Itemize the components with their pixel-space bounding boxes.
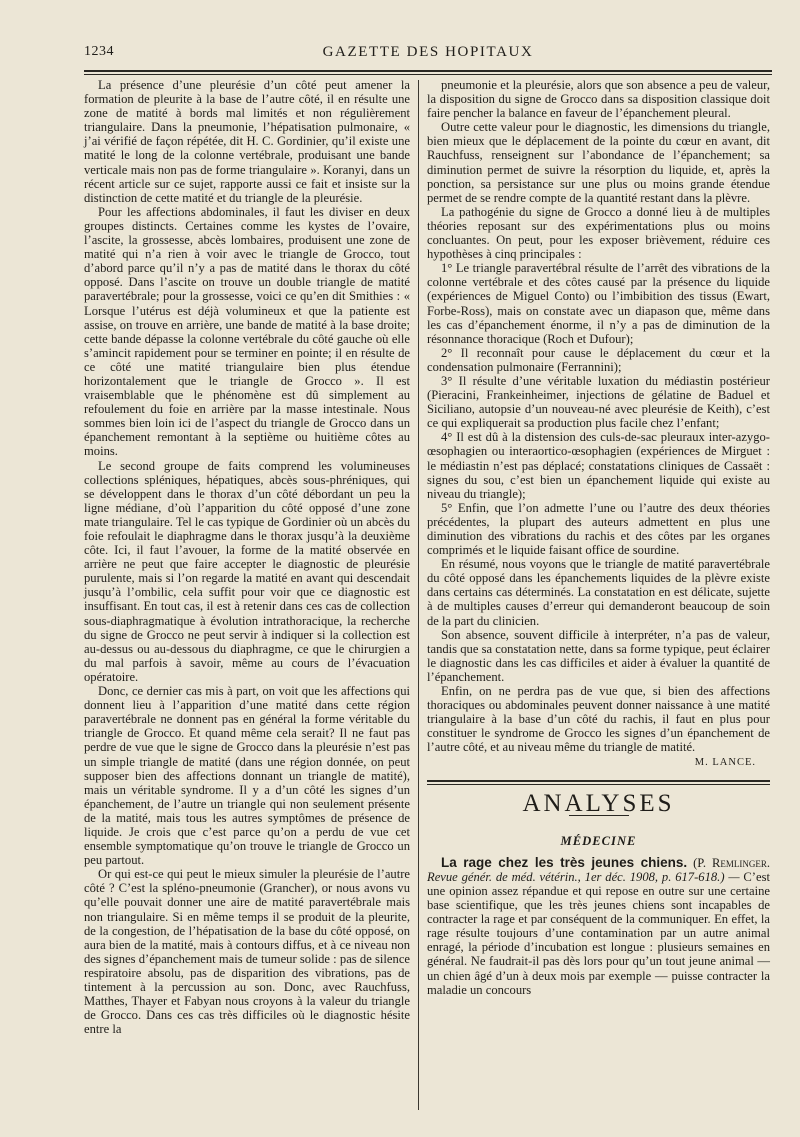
right-column (427, 78, 770, 997)
paragraph: En résumé, nous voyons que le triangle de matité paravertébrale du côté opposé dans les épanchements liquides de la plèvre existe dans certains cas déterminés. La constatation en est délicate, sujette à de multiples causes d’erreur qui demanderont beaucoup de soin de la part du clinicien. (427, 557, 770, 628)
paragraph: 2° Il reconnaît pour cause le déplacement du cœur et la condensation pulmonaire (Ferrannini); (427, 345, 770, 374)
column-divider (418, 80, 419, 1110)
subsection-title: MÉDECINE (560, 833, 637, 848)
paragraph: Outre cette valeur pour le diagnostic, les dimensions du triangle, bien mieux que le déplacement de la pointe du cœur en avant, dit Rauchfuss, renseignent sur l’abondance de l’épanchement; sa diminution permet de suivre la résorption du liquide, et, après la ponction, sa persistance sur une plus ou moins grande étendue permet de se rendre compte de la quantité restant dans la plèvre. (427, 120, 770, 205)
header-rule-thin (84, 74, 772, 75)
paragraph: La présence d’une pleurésie d’un côté peut amener la formation de pleurite à la base de l’autre côté, il en résulte une zone de matité à bords mal limités et non régulièrement triangulaire. Dans la pneumonie, l’hépatisation pulmonaire, « j’ai vérifié de façon répétée, dit H. C. Gordinier, qu’il existe une matité le long de la colonne vertébrale, produisant une bande verticale mais non pas de forme triangulaire ». Koranyi, dans un récent article sur ce sujet, rapporte aussi ce fait et insiste sur la distinction de cette matité et du triangle de la pleurésie. (84, 78, 410, 205)
paragraph: Son absence, souvent difficile à interpréter, n’a pas de valeur, tandis que sa constatation nette, dans sa forme typique, peut éclairer le diagnostic dans les cas difficiles et aider à évaluer la quantité de l’épanchement. (427, 627, 770, 684)
paragraph: Le second groupe de faits comprend les volumineuses collections spléniques, hépatiques, abcès sous-phréniques, qui se développent dans le thorax d’un côté débordant un peu la ligne médiane, d’où l’apparition du côté opposé d’une zone mate triangulaire. Tel le cas typique de Gordinier où un abcès du foie refoulait le diaphragme dans le thorax jusqu’à la deuxième côte. Ici, il faut l’avouer, la forme de la matité observée en arrière ne peut que faire accepter le diagnostic de pleurésie purulente, mais si l’on regarde la matité en avant qui descendait jusqu’à l’ombilic, cela suffit pour voir que ce diagnostic est insuffisant. En tout cas, il est à retenir dans ces cas de collection sous-diaphragmatique à évolution intrathoracique, la recherche du signe de Grocco ne peut servir à indiquer si la collection est au-dessus ou au-dessous du diaphragme, ce que le chirurgien a du mal parfois à savoir, même au cours de l’évacuation opératoire. (84, 458, 410, 684)
page-header (84, 44, 772, 66)
page-number: 1234 (84, 44, 114, 59)
paragraph: 4° Il est dû à la distension des culs-de-sac pleuraux inter-azygo-œsophagien ou interaortico-œsophagien (expériences de Mirguet : le médiastin n’est pas déplacé; constatations cliniques de Cassaët : signes du sou, c’est bien un épanchement liquide qui existe au niveau du triangle); (427, 430, 770, 501)
paragraph: 1° Le triangle paravertébral résulte de l’arrêt des vibrations de la colonne vertébrale et des côtes causé par la présence du liquide (expériences de Miguel Conto) ou l’imbibition des tissus (Ewart, Forbe-Ross), mais on constate avec un diapason que, même dans les cas d’épanchement énorme, il n’y a pas de diminution de la résonnance thoracique (Roch et Dufour); (427, 261, 770, 346)
left-column (84, 78, 410, 1036)
section-title: ANALYSES (522, 789, 675, 817)
article-citation: Revue génér. de méd. vétérin., 1er déc. 1908, p. 617-618.) — (427, 869, 740, 884)
article-title: La rage chez les très jeunes chiens. (441, 854, 688, 870)
paragraph: Enfin, on ne perdra pas de vue que, si bien des affections thoraciques ou abdominales peuvent donner naissance à une matité triangulaire à la base d’un côté du rachis, il faut en plus pour constituer le syndrome de Grocco les signes d’un épanchement de l’autre côté, et au niveau même du triangle de matité. (427, 684, 770, 755)
paragraph: Or qui est-ce qui peut le mieux simuler la pleurésie de l’autre côté ? C’est la spléno-pneumonie (Grancher), or nous avons vu qu’elle pouvait donner une aire de matité paravertébrale mais non triangulaire. Si en même temps il se produit de la pleurite, de la congestion, de l’hépatisation de la base du côté opposé, on aura bien de la matité, mais à contours diffus, et à ce niveau non des signes d’épanchement mais de tumeur solide : pas de silence respiratoire absolu, pas de disparition des vibrations, pas de tintement à la percussion au son. Donc, avec Rauchfuss, Matthes, Thayer et Fabyan nous croyons à la valeur du triangle de Grocco. Dans ces cas très difficiles où le diagnostic hésite entre la (84, 867, 410, 1037)
paragraph: La pathogénie du signe de Grocco a donné lieu à de multiples théories reposant sur des expérimentations plus ou moins concluantes. On peut, pour les exposer brièvement, réduire ces hypothèses à cinq principales : (427, 204, 770, 262)
section-rule (427, 780, 770, 782)
article-author: (P. Remlinger. (693, 855, 770, 870)
paragraph: pneumonie et la pleurésie, alors que son absence a peu de valeur, la disposition du signe de Grocco dans sa disposition classique doit faire pencher la balance en faveur de l’épanchement pleural. (427, 78, 770, 121)
paragraph: Pour les affections abdominales, il faut les diviser en deux groupes distincts. Certaines comme les kystes de l’ovaire, l’ascite, la grossesse, abcès lombaires, produisent une zone de matité qui n’a rien à voir avec le triangle de Grocco, tout d’abord parce qu’il n’y a pas de matité dans le thorax du côté opposé. Dans l’ascite on trouve un double triangle de matité paravertébrale; pour la grossesse, voici ce qu’en dit Smithies : « Lorsque l’utérus est déjà volumineux et que la patiente est assise, on trouve en arrière, une bande de matité à la base droite; cette bande dépasse la colonne vertébrale du côté gauche où elle s’amincit rapidement pour se terminer en pointe; il en résulte de ce côté une matité triangulaire bien plus étendue horizontalement que le triangle de Grocco ». Il est vraisemblable que le phénomène est dû simplement au refoulement du foie en arrière par la masse intestinale. Nous sommes bien loin ici de l’aspect du triangle de Grocco dans un épanchement remontant à la septième ou huitième côtes au moins. (84, 204, 410, 459)
header-rule (84, 70, 772, 72)
article-body: C’est une opinion assez répandue et qui repose en outre sur une certaine base scientifique, que les très jeunes chiens sont incapables de contracter la rage et par conséquent de la communiquer. En effet, la rage résulte toujours d’une contamination par un autre animal enragé, la période d’incubation est longue : plusieurs semaines en général. Ne faudrait-il pas dès lors pour qu’un tout jeune animal — un chien âgé d’un à deux mois par exemple — puisse contracter la maladie un concours (427, 869, 770, 997)
analysis-article (427, 856, 770, 997)
paragraph: 3° Il résulte d’une véritable luxation du médiastin postérieur (Pieracini, Frankeinheimer, injections de gélatine de Baduel et Siciliano, autopsie d’un nouveau-né avec pleurésie de Keith), c’est ce qui expliquerait sa production plus facile chez l’enfant; (427, 373, 770, 431)
paragraph: Donc, ce dernier cas mis à part, on voit que les affections qui donnent lieu à l’apparition d’une matité dans cette région paravertébrale ne donnent pas en général la forme véritable du triangle de Grocco. Et quand même cela serait? Il ne faut pas perdre de vue que le signe de Grocco dans la pleurésie n’est pas un simple triangle de matité (dans une région donnée, on peut supposer bien des affections donnant un triangle de matité), mais un véritable syndrome. Il y a d’un côté les signes d’un épanchement, de l’autre un triangle qui non seulement présente de la matité, mais tous les autres symptômes de présence de liquide. Je crois que c’est parce qu’on a perdu de vue cet ensemble symptomatique qu’on trouve le triangle de Grocco un peu partout. (84, 684, 410, 868)
section-rule-thin (427, 784, 770, 785)
running-title: GAZETTE DES HOPITAUX (322, 44, 534, 60)
author-signature: M. LANCE. (694, 756, 756, 768)
paragraph: 5° Enfin, que l’on admette l’une ou l’autre des deux théories précédentes, la plupart des auteurs admettent en plus une diminution des vibrations du rachis et des côtes par les organes comprimés et le liquide faisant office de sourdine. (427, 500, 770, 558)
